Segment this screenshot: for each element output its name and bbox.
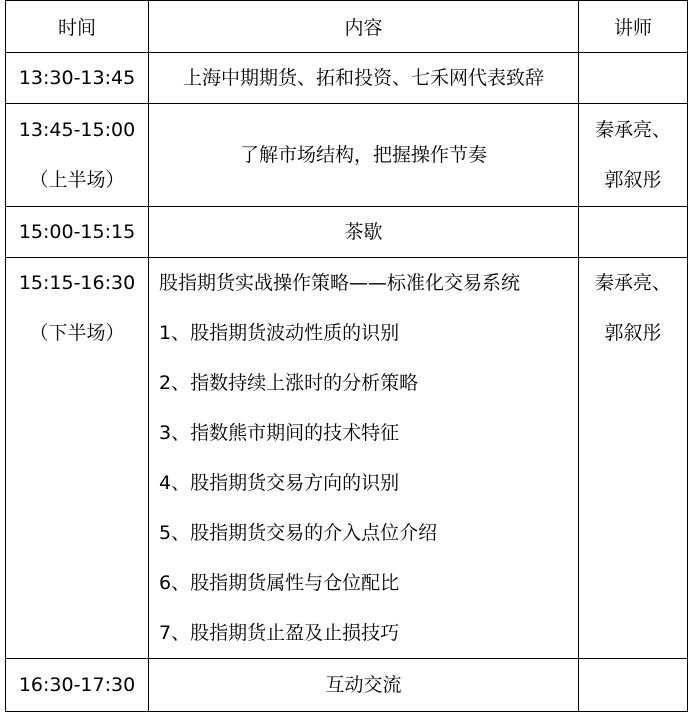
content-title: 股指期货实战操作策略——标准化交易系统 [159, 272, 521, 294]
speaker-name: 郭叙彤 [604, 322, 662, 344]
header-time: 时间 [6, 1, 149, 53]
time-cell [6, 258, 149, 659]
time-text: 15:15-16:30 [18, 272, 136, 294]
content-item: 6、股指期货属性与仓位配比 [159, 572, 400, 594]
content-cell [149, 207, 579, 258]
speaker-cell [579, 207, 688, 258]
table-header-row [6, 1, 688, 53]
header-speaker: 讲师 [579, 1, 688, 53]
content-item: 1、股指期货波动性质的识别 [159, 322, 400, 344]
content-cell [149, 104, 579, 207]
table-row [6, 207, 688, 258]
content-item: 4、股指期货交易方向的识别 [159, 472, 400, 494]
table-row [6, 258, 688, 659]
speaker-name: 郭叙彤 [604, 169, 662, 191]
header-content: 内容 [149, 1, 579, 53]
content-text: 茶歇 [344, 221, 383, 243]
content-item: 3、指数熊市期间的技术特征 [159, 422, 400, 444]
content-cell [149, 258, 579, 659]
speaker-cell [579, 659, 688, 712]
time-cell [6, 53, 149, 104]
time-cell [6, 104, 149, 207]
speaker-cell [579, 53, 688, 104]
time-cell [6, 659, 149, 712]
table-row [6, 104, 688, 207]
session-label: （下半场） [29, 322, 125, 344]
speaker-cell [579, 258, 688, 659]
content-cell [149, 53, 579, 104]
content-text: 互动交流 [325, 674, 402, 696]
content-text: 上海中期期货、拓和投资、七禾网代表致辞 [182, 67, 544, 89]
time-cell [6, 207, 149, 258]
content-item: 7、股指期货止盈及止损技巧 [159, 622, 400, 644]
time-text: 13:45-15:00 [18, 119, 136, 141]
time-text: 13:30-13:45 [18, 67, 136, 89]
content-cell [149, 659, 579, 712]
table-row [6, 53, 688, 104]
time-text: 15:00-15:15 [18, 221, 136, 243]
time-text: 16:30-17:30 [18, 674, 136, 696]
content-item: 2、指数持续上涨时的分析策略 [159, 372, 419, 394]
session-label: （上半场） [29, 169, 125, 191]
table-row [6, 659, 688, 712]
content-text: 了解市场结构，把握操作节奏 [239, 144, 487, 166]
content-item: 5、股指期货交易的介入点位介绍 [159, 522, 438, 544]
schedule-table [5, 0, 688, 712]
speaker-name: 秦承亮、 [594, 272, 671, 294]
speaker-name: 秦承亮、 [594, 119, 671, 141]
speaker-cell [579, 104, 688, 207]
